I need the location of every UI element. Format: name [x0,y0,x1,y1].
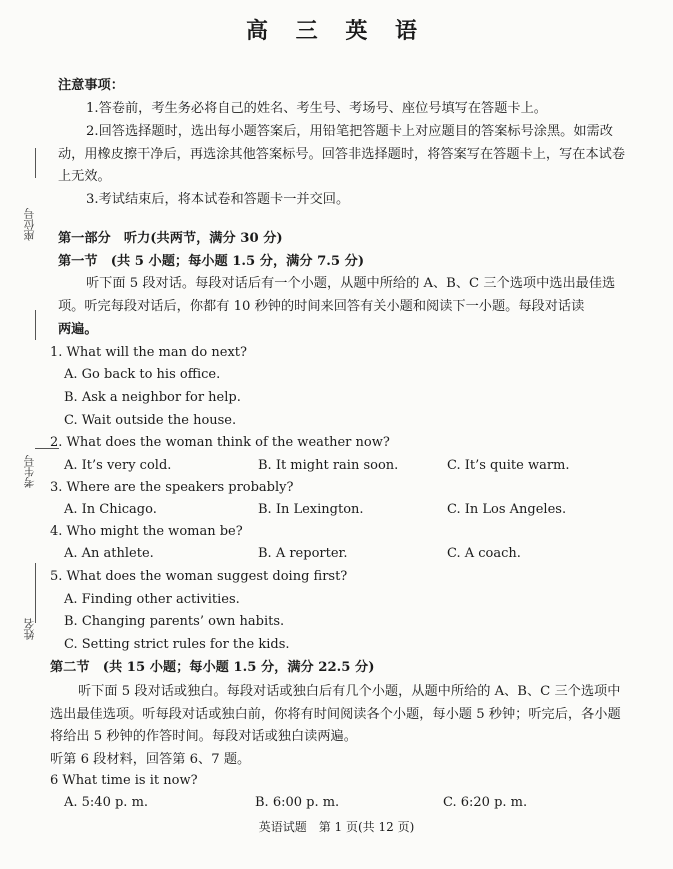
question-1-option-b: B. Ask a neighbor for help. [64,390,241,405]
section1-instructions-line-1: 听下面 5 段对话。每段对话后有一个小题，从题中所给的 A、B、C 三个选项中选出最佳选 [86,276,616,291]
page-footer: 英语试题 第 1 页(共 12 页) [258,820,415,834]
question-2-option-a: A. It’s very cold. [64,458,172,473]
section2-heading: 第二节 (共 15 小题；每小题 1.5 分，满分 22.5 分) [50,660,375,675]
section2-instructions-line-1: 听下面 5 段对话或独白。每段对话或独白后有几个小题，从题中所给的 A、B、C 三个选项中 [78,684,621,699]
question-3-option-c: C. In Los Angeles. [447,502,567,517]
notice-item-2-line-3: 上无效。 [58,169,111,184]
question-1-option-c: C. Wait outside the house. [64,413,237,428]
question-2-stem: 2. What does the woman think of the weather now? [50,435,390,450]
question-2-option-c: C. It’s quite warm. [447,458,570,473]
question-3-option-b: B. In Lexington. [258,502,364,517]
name-label: 姓名 [23,618,36,640]
material-6-instruction: 听第 6 段材料，回答第 6、7 题。 [50,752,251,767]
question-4-option-a: A. An athlete. [64,546,154,561]
notice-item-2-line-1: 2.回答选择题时，选出每小题答案后，用铅笔把答题卡上对应题目的答案标号涂黑。如需改 [86,124,613,139]
question-3-stem: 3. Where are the speakers probably? [50,480,294,495]
notice-item-3: 3.考试结束后，将本试卷和答题卡一并交回。 [86,192,350,207]
question-6-option-a: A. 5:40 p. m. [64,795,149,810]
notice-item-2-line-2: 动，用橡皮擦干净后，再选涂其他答案标号。回答非选择题时，将答案写在答题卡上，写在本试卷 [58,147,626,162]
seat-number-label: 座位号 [23,208,36,241]
question-6-option-b: B. 6:00 p. m. [255,795,340,810]
section2-instructions-line-2: 选出最佳选项。听每段对话或独白前，你将有时间阅读各个小题，每小题 5 秒钟；听完后，各小题 [50,707,621,722]
question-4-option-c: C. A coach. [447,546,521,561]
section2-instructions-line-3: 将给出 5 秒钟的作答时间。每段对话或独白读两遍。 [50,729,357,744]
exam-number-label: 考生号 [23,455,36,488]
section1-instructions-line-2: 项。听完每段对话后，你都有 10 秒钟的时间来回答有关小题和阅读下一小题。每段对话读 [58,299,585,314]
section1-heading: 第一节 (共 5 小题；每小题 1.5 分，满分 7.5 分) [58,254,365,269]
part1-heading: 第一部分 听力(共两节，满分 30 分) [58,231,283,246]
question-5-option-c: C. Setting strict rules for the kids. [64,637,290,652]
question-4-option-b: B. A reporter. [258,546,348,561]
question-2-option-b: B. It might rain soon. [258,458,399,473]
section1-instructions-line-3: 两遍。 [58,322,98,337]
question-5-stem: 5. What does the woman suggest doing first? [50,569,348,584]
question-6-option-c: C. 6:20 p. m. [443,795,528,810]
question-6-stem: 6 What time is it now? [50,773,198,788]
question-1-option-a: A. Go back to his office. [64,367,221,382]
question-5-option-b: B. Changing parents’ own habits. [64,614,285,629]
margin-rule-seat [35,310,36,340]
question-3-option-a: A. In Chicago. [64,502,157,517]
notice-item-1: 1.答卷前，考生务必将自己的姓名、考生号、考场号、座位号填写在答题卡上。 [86,101,547,116]
margin-rule-top [35,148,36,178]
question-5-option-a: A. Finding other activities. [64,592,240,607]
question-4-stem: 4. Who might the woman be? [50,524,243,539]
question-1-stem: 1. What will the man do next? [50,345,247,360]
page-title: 高 三 英 语 [246,18,427,44]
notice-heading: 注意事项： [58,78,124,93]
margin-rule-name [35,563,36,623]
